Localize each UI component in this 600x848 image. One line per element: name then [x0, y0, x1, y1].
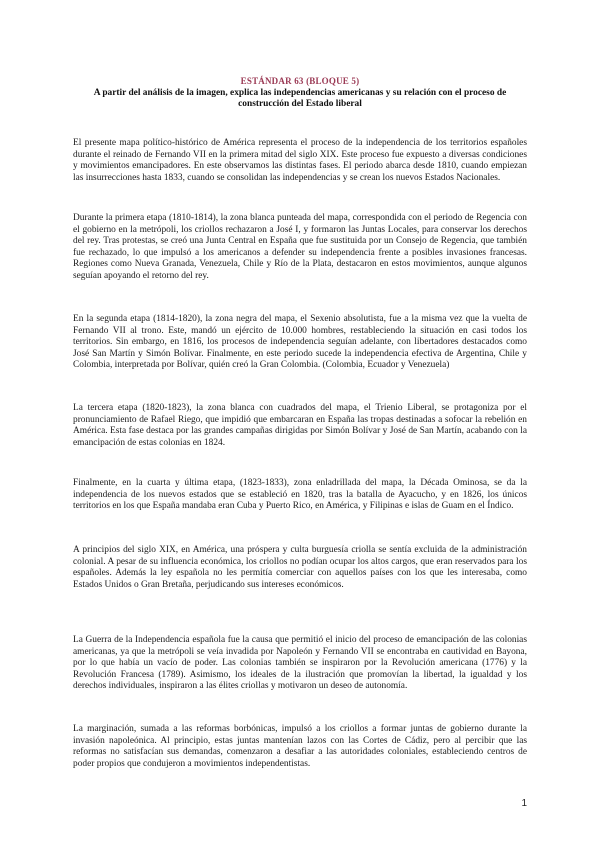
paragraph-criollo-bourgeoisie: A principios del siglo XIX, en América, una próspera y culta burguesía criolla se sentía excluida de la administración colonial. A pesar de su influencia económica, los criollos no podían ocupar los altos cargos, que eran reservados para los españoles. Además la ley española no les permitía comerciar con aquellos países con los que les interesaba, como Estados Unidos o Gran Bretaña, perjudicando sus intereses económicos. [73, 545, 527, 590]
document-heading: ESTÁNDAR 63 (BLOQUE 5) [240, 76, 360, 86]
paragraph-first-stage: Durante la primera etapa (1810-1814), la zona blanca punteada del mapa, correspondida con el periodo de Regencia con el gobierno en la metrópoli, los criollos rechazaron a José I, y formaron las Juntas Locales, para conservar los derechos del rey. Tras protestas, se creó una Junta Central en España que fue sustituida por un Consejo de Regencia, que también fue rechazado, lo que impulsó a los americanos a defender su independencia frente a posibles invasiones francesas. Regiones como Nueva Granada, Venezuela, Chile y Río de la Plata, destacaron en estos movimientos, aunque algunos seguían apoyando el retorno del rey. [73, 213, 527, 281]
paragraph-war-of-independence: La Guerra de la Independencia española fue la causa que permitió el inicio del proceso de emancipación de las colonias americanas, ya que la metrópoli se veía invadida por Napoleón y Fernando VII se encontraba en cautividad en Bayona, por lo que había un vacío de poder. Las colonias también se inspiraron por la Revolución americana (1776) y la Revolución Francesa (1789). Asimismo, los ideales de la ilustración que promovían la libertad, la igualdad y los derechos individuales, inspiraron a las élites criollas y motivaron un deseo de autonomía. [73, 635, 527, 692]
paragraph-intro: El presente mapa político-histórico de América representa el proceso de la independencia de los territorios españoles durante el reinado de Fernando VII en la primera mitad del siglo XIX. Este proceso fue expuesto a diversas condiciones y movimientos emancipadores. En este observamos las distintas fases. El periodo abarca desde 1810, cuando empiezan las insurrecciones hasta 1833, cuando se consolidan las independencias y se crean los nuevos Estados Nacionales. [73, 138, 527, 183]
paragraph-second-stage: En la segunda etapa (1814-1820), la zona negra del mapa, el Sexenio absolutista, fue a la misma vez que la vuelta de Fernando VII al trono. Este, mandó un ejército de 10.000 hombres, restableciendo la situación en casi todos los territorios. Sin embargo, en 1816, los procesos de independencia seguían adelante, con libertadores destacados como José San Martín y Simón Bolívar. Finalmente, en este periodo sucede la independencia efectiva de Argentina, Chile y Colombia, interpretada por Bolívar, quién creó la Gran Colombia. (Colombia, Ecuador y Venezuela) [73, 314, 527, 371]
paragraph-fourth-stage: Finalmente, en la cuarta y última etapa, (1823-1833), zona enladrillada del mapa, la Década Ominosa, se da la independencia de los nuevos estados que se estableció en 1820, tras la batalla de Ayacucho, y en 1826, los únicos territorios en los que España mandaba eran Cuba y Puerto Rico, en América, y Filipinas e islas de Guam en el Índico. [73, 478, 527, 512]
paragraph-third-stage: La tercera etapa (1820-1823), la zona blanca con cuadrados del mapa, el Trienio Liberal, se protagoniza por el pronunciamiento de Rafael Riego, que impidió que embarcaran en España las tropas destinadas a sofocar la rebelión en América. Esta fase destaca por las grandes campañas dirigidas por Simón Bolívar y José de San Martín, acabando con la emancipación de estas colonias en 1824. [73, 403, 527, 448]
page-number: 1 [521, 798, 527, 809]
document-subheading: A partir del análisis de la imagen, explica las independencias americanas y su relación con el proceso de construcción del Estado liberal [93, 88, 507, 109]
paragraph-marginalization: La marginación, sumada a las reformas borbónicas, impulsó a los criollos a formar juntas de gobierno durante la invasión napoleónica. Al principio, estas juntas mantenían lazos con las Cortes de Cádiz, pero al percibir que las reformas no satisfacían sus demandas, comenzaron a desafiar a las autoridades coloniales, estableciendo centros de poder propios que condujeron a movimientos independentistas. [73, 724, 527, 769]
